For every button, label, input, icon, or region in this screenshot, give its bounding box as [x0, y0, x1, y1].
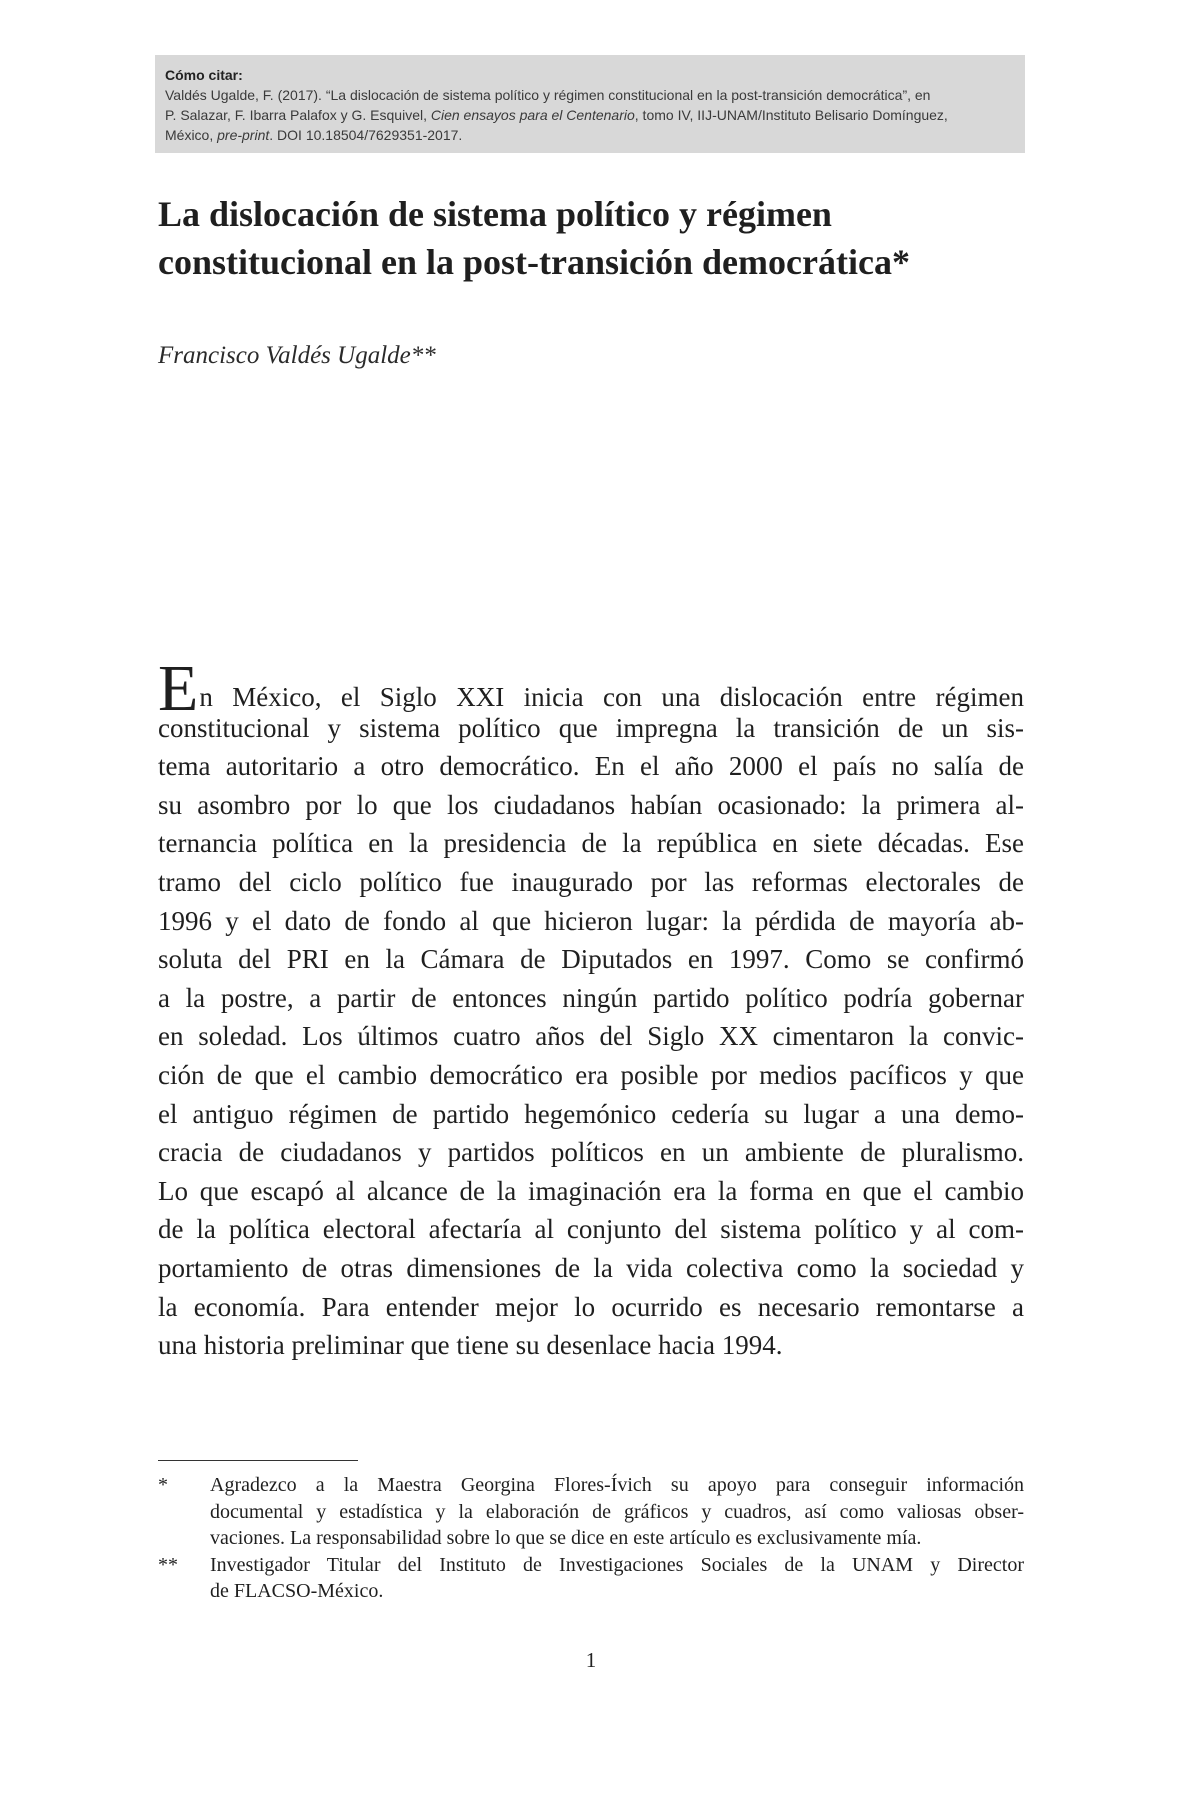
body-line-text: n México, el Siglo XXI inicia con una dislocación entre régimen — [199, 682, 1024, 712]
footnote-mark: * — [158, 1474, 168, 1496]
body-line — [158, 652, 1024, 725]
body-line: la economía. Para entender mejor lo ocurrido es necesario remontarse a — [158, 1291, 1024, 1322]
citation-label: Cómo citar: — [165, 67, 243, 83]
citation-box — [155, 55, 1025, 153]
footnote — [158, 1472, 1024, 1552]
citation-book-title: Cien ensayos para el Centenario — [430, 107, 635, 123]
body-line: una historia preliminar que tiene su desenlace hacia 1994. — [158, 1330, 783, 1361]
body-line: soluta del PRI en la Cámara de Diputados en 1997. Como se confirmó — [158, 944, 1024, 975]
body-line: cracia de ciudadanos y partidos políticos en un ambiente de pluralismo. — [158, 1137, 1024, 1168]
footnote-line: Investigador Titular del Instituto de Investigaciones Sociales de la UNAM y Director — [210, 1553, 1024, 1576]
body-line: tramo del ciclo político fue inaugurado por las reformas electorales de — [158, 866, 1024, 897]
drop-cap: E — [158, 652, 199, 725]
body-line: constitucional y sistema político que impregna la transición de un sis- — [158, 712, 1024, 743]
citation-line-3 — [165, 125, 1015, 145]
citation-doi: . DOI 10.18504/7629351-2017. — [269, 127, 463, 143]
body-line: su asombro por lo que los ciudadanos habían ocasionado: la primera al- — [158, 789, 1024, 820]
page-number: 1 — [585, 1648, 597, 1672]
body-line: 1996 y el dato de fondo al que hicieron lugar: la pérdida de mayoría ab- — [158, 905, 1024, 936]
citation-place: México, — [165, 127, 218, 143]
body-line: Lo que escapó al alcance de la imaginación era la forma en que el cambio — [158, 1175, 1024, 1206]
body-line: portamiento de otras dimensiones de la vida colectiva como la sociedad y — [158, 1252, 1024, 1283]
body-line: tema autoritario a otro democrático. En el año 2000 el país no salía de — [158, 751, 1024, 782]
citation-publisher: , tomo IV, IIJ-UNAM/Instituto Belisario Domínguez, — [634, 107, 948, 123]
body-line: en soledad. Los últimos cuatro años del Siglo XX cimentaron la convic- — [158, 1021, 1024, 1052]
citation-preprint: pre-print — [217, 127, 270, 143]
body-line: a la postre, a partir de entonces ningún partido político podría gobernar — [158, 982, 1024, 1013]
footnote-mark: ** — [158, 1553, 178, 1576]
footnotes — [158, 1472, 1024, 1605]
footnote-text — [210, 1552, 1024, 1605]
body-line: ternancia política en la presidencia de la república en siete décadas. Ese — [158, 828, 1024, 859]
citation-line-2 — [165, 105, 1015, 125]
citation-line-1: Valdés Ugalde, F. (2017). “La dislocación de sistema político y régimen constitucional en la post-transición democrática”, en — [165, 87, 931, 103]
footnote-text — [210, 1472, 1024, 1552]
body-line: el antiguo régimen de partido hegemónico cedería su lugar a una demo- — [158, 1098, 1024, 1129]
footnote-line: vaciones. La responsabilidad sobre lo que se dice en este artículo es exclusivamente mía. — [210, 1527, 922, 1549]
author-name: Francisco Valdés Ugalde** — [158, 342, 436, 369]
article-title — [158, 190, 1038, 286]
footnote — [158, 1552, 1024, 1605]
footnote-line: de FLACSO-México. — [210, 1580, 384, 1602]
title-line-1: La dislocación de sistema político y régimen — [158, 194, 832, 234]
footnote-line: documental y estadística y la elaboración de gráficos y cuadros, así como valiosas obser- — [210, 1500, 1024, 1523]
body-line: de la política electoral afectaría al conjunto del sistema político y al com- — [158, 1214, 1024, 1245]
title-line-2: constitucional en la post-transición democrática* — [158, 242, 910, 282]
footnote-divider — [158, 1460, 358, 1461]
footnote-line: Agradezco a la Maestra Georgina Flores-Ívich su apoyo para conseguir información — [210, 1474, 1024, 1496]
body-paragraph — [158, 652, 1024, 1365]
body-line: ción de que el cambio democrático era posible por medios pacíficos y que — [158, 1059, 1024, 1090]
citation-editors: P. Salazar, F. Ibarra Palafox y G. Esquivel, — [165, 107, 431, 123]
